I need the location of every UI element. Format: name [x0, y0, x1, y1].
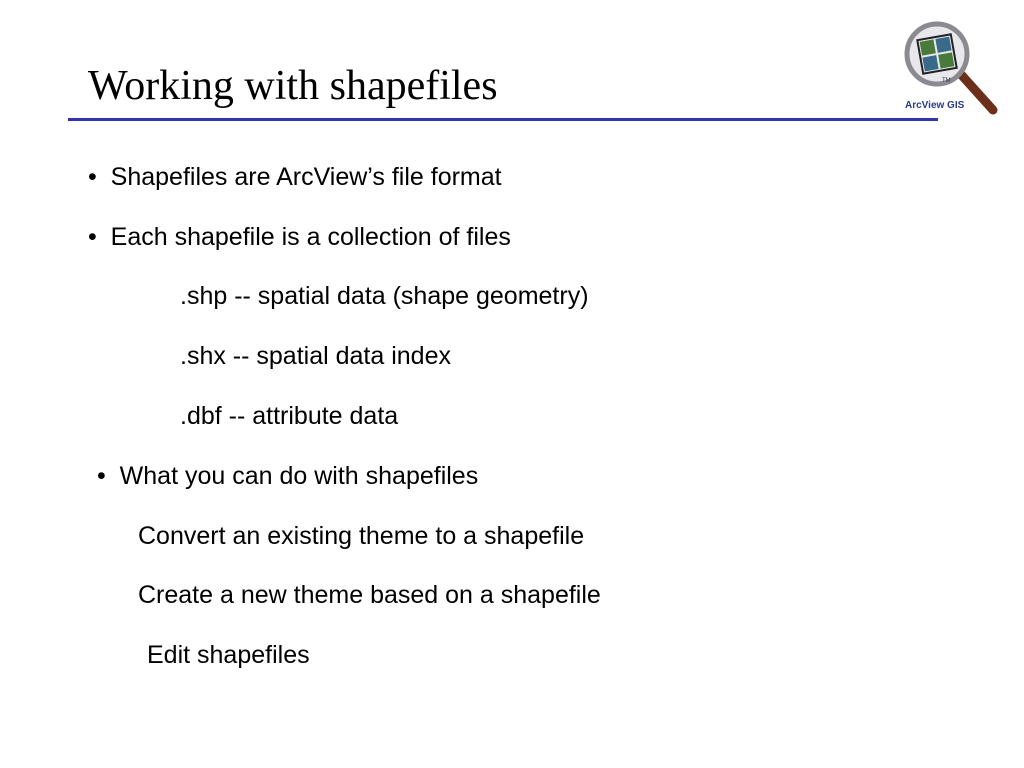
- sub-item: Create a new theme based on a shapefile: [138, 581, 601, 609]
- sub-item: Convert an existing theme to a shapefile: [138, 522, 585, 550]
- title-divider: [68, 118, 938, 121]
- slide-title: Working with shapefiles: [88, 63, 498, 109]
- bullet-item: • What you can do with shapefiles: [97, 462, 479, 490]
- sub-item: .dbf -- attribute data: [180, 402, 399, 430]
- sub-item: Edit shapefiles: [147, 641, 310, 669]
- trademark-mark: TM: [942, 78, 951, 84]
- bullet-item: • Each shapefile is a collection of files: [88, 223, 511, 251]
- sub-item: .shp -- spatial data (shape geometry): [180, 282, 589, 310]
- sub-item: .shx -- spatial data index: [180, 342, 451, 370]
- bullet-item: • Shapefiles are ArcView’s file format: [88, 163, 502, 191]
- logo-text: ArcView GIS: [905, 100, 965, 111]
